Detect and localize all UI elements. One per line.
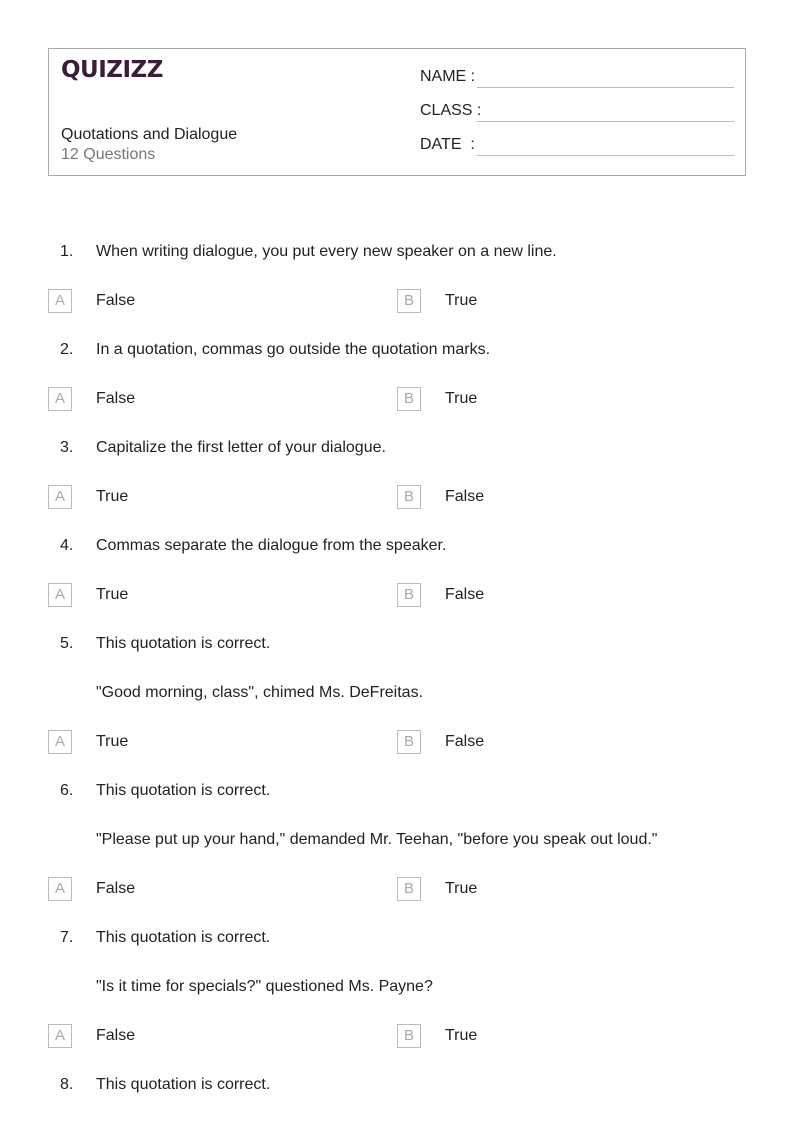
question-text: Commas separate the dialogue from the speaker. (96, 537, 447, 554)
name-label: NAME : (420, 68, 476, 85)
option-label: False (96, 880, 136, 897)
option-label: True (96, 586, 129, 603)
class-field[interactable] (420, 102, 734, 122)
date-line (477, 155, 734, 156)
options-row (0, 571, 794, 620)
class-line (477, 121, 734, 122)
option-label: True (445, 292, 478, 309)
option-letter-box[interactable]: A (48, 387, 72, 411)
worksheet-header (48, 48, 746, 176)
question-number: 1. (60, 243, 74, 260)
class-label: CLASS : (420, 102, 482, 119)
quote-text: "Is it time for specials?" questioned Ms. Payne? (96, 978, 433, 995)
option-label: True (445, 880, 478, 897)
quote-row (0, 816, 794, 865)
options-row (0, 865, 794, 914)
question-count: 12 Questions (61, 146, 156, 163)
quote-text: "Please put up your hand," demanded Mr. Teehan, "before you speak out loud." (96, 831, 658, 848)
question-number: 4. (60, 537, 74, 554)
option-letter-box[interactable]: B (397, 877, 421, 901)
question-number: 3. (60, 439, 74, 456)
option-label: True (445, 1027, 478, 1044)
question-list (0, 228, 794, 1110)
question-row (0, 620, 794, 669)
question-number: 2. (60, 341, 74, 358)
option-label: True (445, 390, 478, 407)
option-label: False (96, 1027, 136, 1044)
option-letter-box[interactable]: A (48, 730, 72, 754)
question-text: This quotation is correct. (96, 782, 271, 799)
question-text: When writing dialogue, you put every new speaker on a new line. (96, 243, 557, 260)
option-letter-box[interactable]: A (48, 877, 72, 901)
option-letter-box[interactable]: B (397, 730, 421, 754)
option-letter-box[interactable]: A (48, 583, 72, 607)
option-letter-box[interactable]: B (397, 1024, 421, 1048)
question-number: 7. (60, 929, 74, 946)
quote-row (0, 963, 794, 1012)
option-letter-box[interactable]: A (48, 289, 72, 313)
name-field[interactable] (420, 68, 734, 88)
date-field[interactable] (420, 136, 734, 156)
options-row (0, 718, 794, 767)
date-label: DATE : (420, 136, 475, 153)
option-letter-box[interactable]: B (397, 387, 421, 411)
question-row (0, 767, 794, 816)
quote-text: "Good morning, class", chimed Ms. DeFreitas. (96, 684, 424, 701)
option-letter-box[interactable]: B (397, 583, 421, 607)
option-label: False (445, 733, 485, 750)
question-text: In a quotation, commas go outside the quotation marks. (96, 341, 491, 358)
question-row (0, 1061, 794, 1110)
question-text: Capitalize the first letter of your dialogue. (96, 439, 386, 456)
option-label: True (96, 488, 129, 505)
options-row (0, 473, 794, 522)
options-row (0, 1012, 794, 1061)
option-letter-box[interactable]: A (48, 485, 72, 509)
option-letter-box[interactable]: A (48, 1024, 72, 1048)
question-text: This quotation is correct. (96, 1076, 271, 1093)
option-letter-box[interactable]: B (397, 485, 421, 509)
question-number: 5. (60, 635, 74, 652)
options-row (0, 277, 794, 326)
option-label: False (445, 586, 485, 603)
question-text: This quotation is correct. (96, 635, 271, 652)
options-row (0, 375, 794, 424)
question-row (0, 326, 794, 375)
question-row (0, 914, 794, 963)
question-row (0, 228, 794, 277)
quote-row (0, 669, 794, 718)
question-row (0, 522, 794, 571)
question-row (0, 424, 794, 473)
question-number: 6. (60, 782, 74, 799)
option-label: False (96, 390, 136, 407)
option-label: True (96, 733, 129, 750)
question-number: 8. (60, 1076, 74, 1093)
option-label: False (96, 292, 136, 309)
option-letter-box[interactable]: B (397, 289, 421, 313)
quizizz-logo: QUIZIZZ (61, 57, 163, 83)
worksheet-title: Quotations and Dialogue (61, 126, 238, 143)
name-line (477, 87, 734, 88)
question-text: This quotation is correct. (96, 929, 271, 946)
option-label: False (445, 488, 485, 505)
